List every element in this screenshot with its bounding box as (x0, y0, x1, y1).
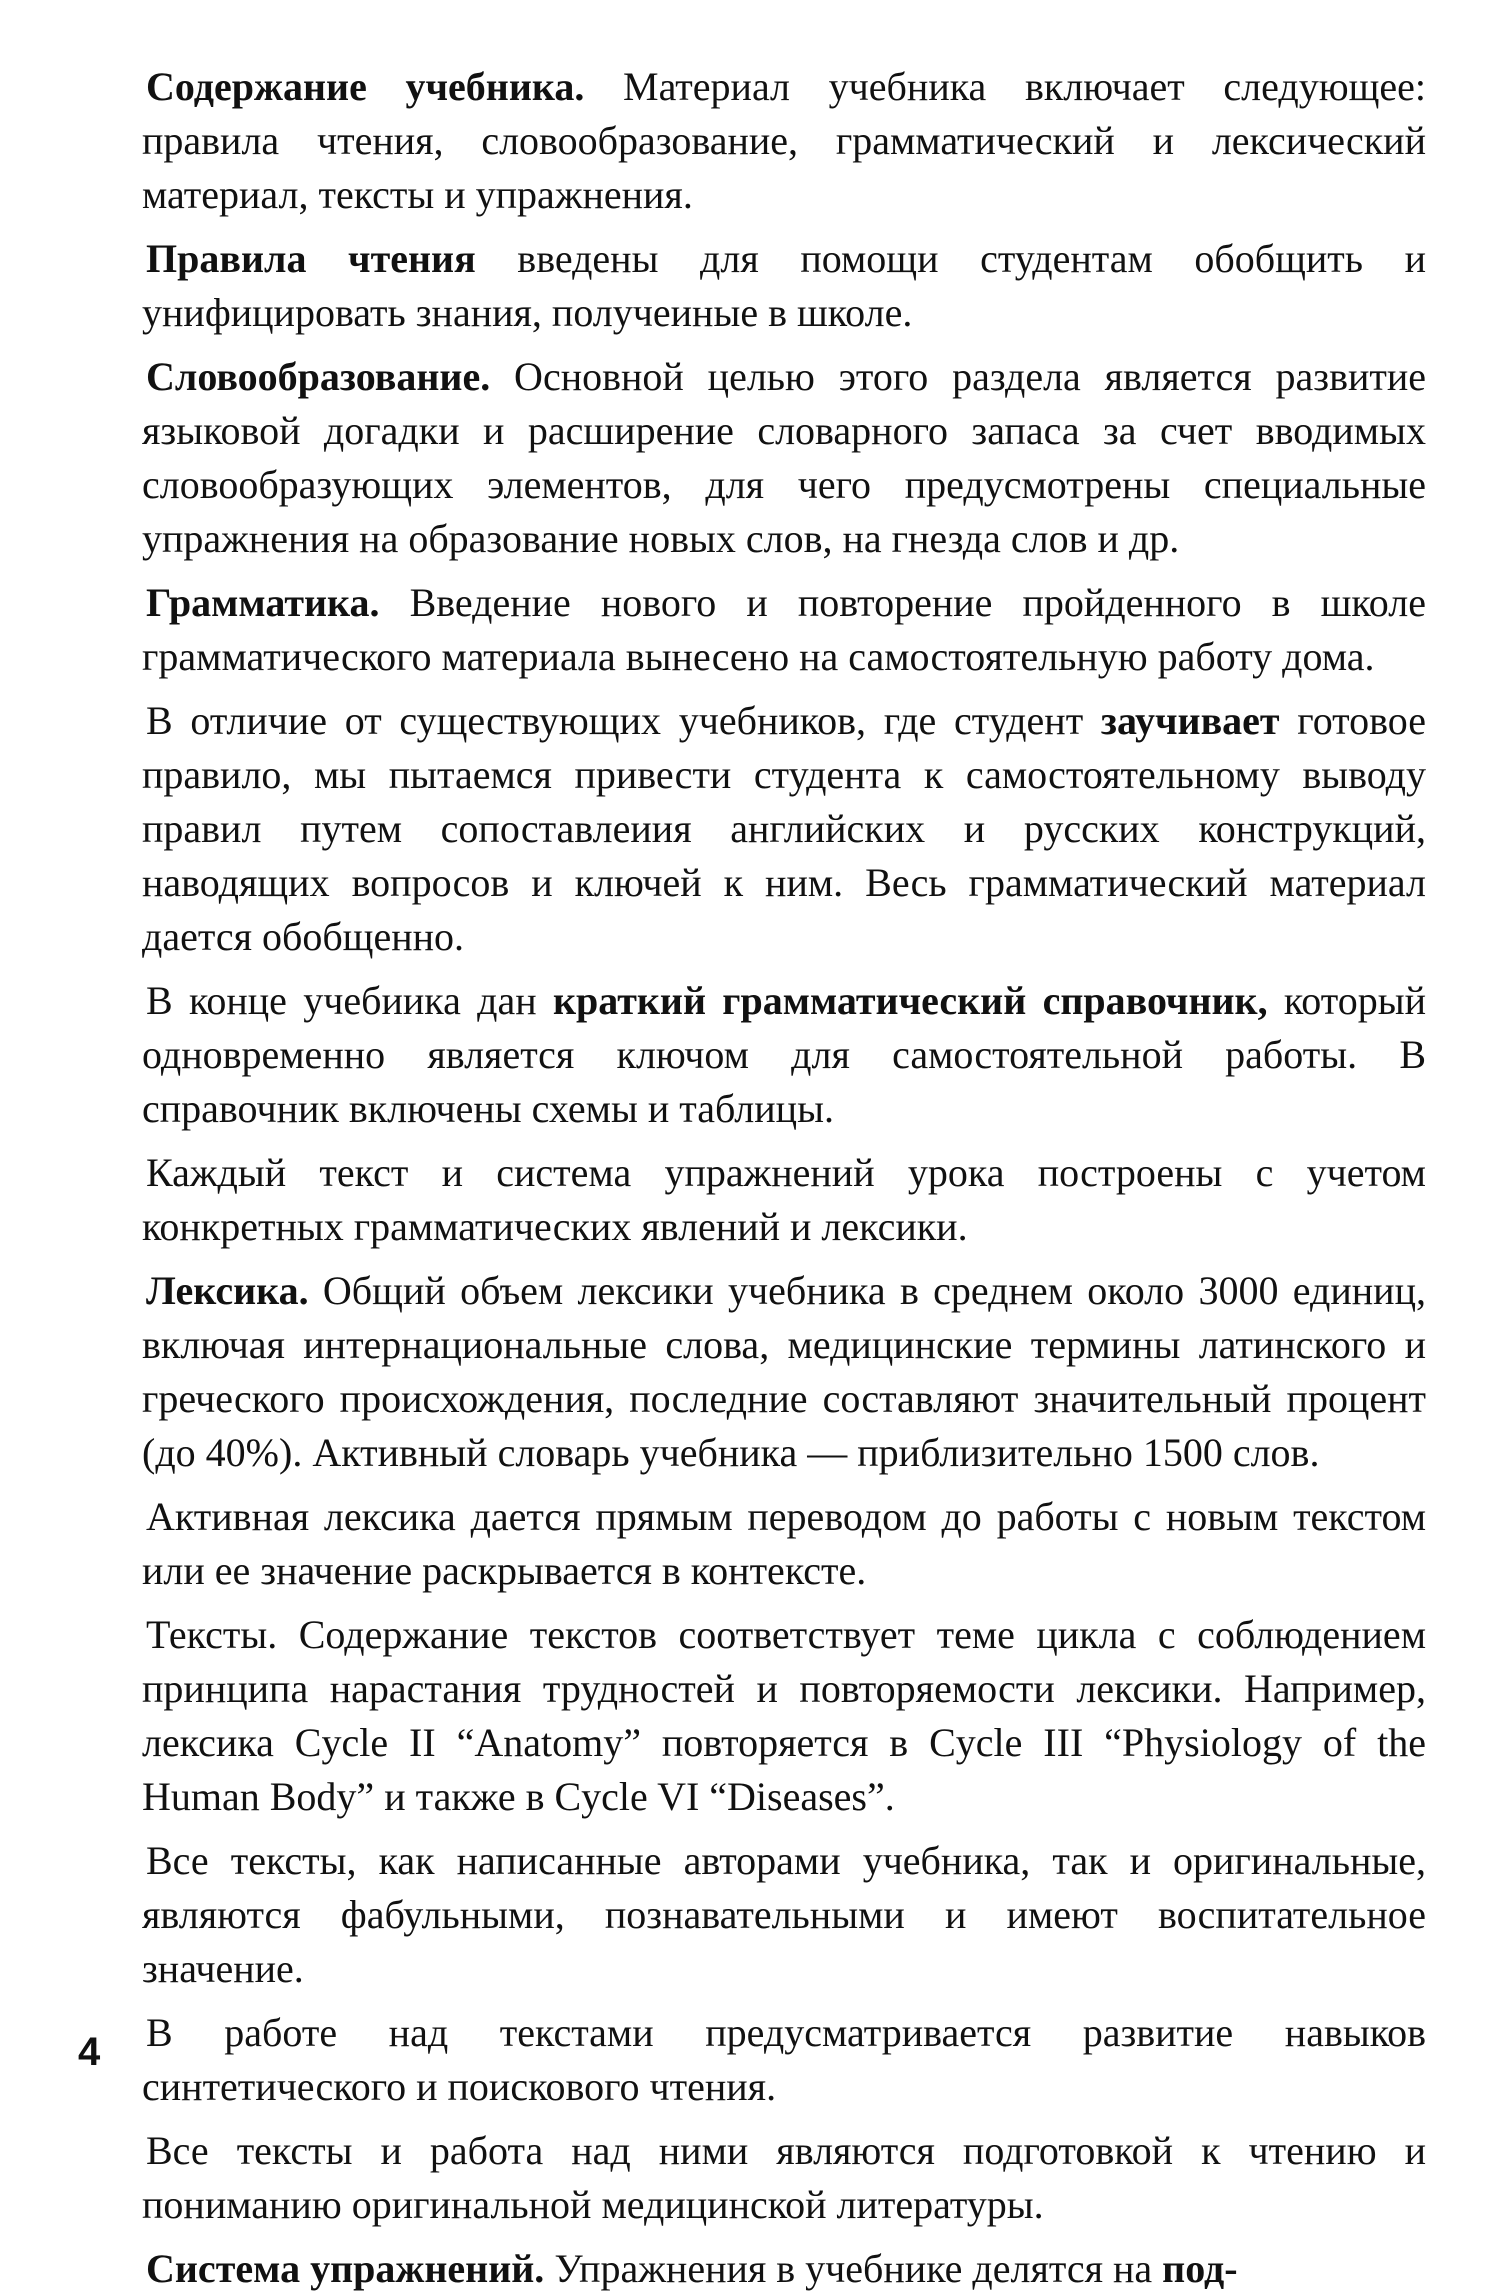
paragraph-grammar-reference (142, 974, 1426, 1136)
paragraph-word-formation (142, 350, 1426, 566)
paragraph-exercises (142, 2242, 1426, 2296)
paragraph-text: В работе над текстами предусматривается развитие навыков синтетического и поискового чтения. (142, 2010, 1426, 2109)
paragraph-preparation (142, 2124, 1426, 2232)
paragraph-text: введены для помощи студентам обобщить и унифицировать знания, получеиные в школе. (142, 236, 1426, 335)
paragraph-text: Введение нового и повторение пройденного в школе грамматического материала вынесено на самостоятельную работу дома. (142, 580, 1426, 679)
paragraph-all-texts (142, 1834, 1426, 1996)
paragraph-text: Основной целью этого раздела является развитие языковой догадки и расширение словарного запаса за счет вводимых словообразующих элементов, для чего предусмотрены специальные упражнения на образование новых слов, на гнезда слов и др. (142, 354, 1426, 561)
paragraph-text: Общий объем лексики учебника в среднем около 3000 единиц, включая интернациональные слова, медицинские термины латинского и греческого происхождения, последние составляют значительный процент (до 40%). Активный словарь учебника — приблизительно 1500 слов. (142, 1268, 1426, 1475)
paragraph-active-vocabulary (142, 1490, 1426, 1598)
heading-vocabulary: Лексика. (146, 1268, 309, 1313)
heading-exercises: Система упражнений. (146, 2246, 545, 2291)
paragraph-text: Активная лексика дается прямым переводом до работы с новым текстом или ее значение раскрывается в контексте. (142, 1494, 1426, 1593)
paragraph-text: В отличие от существующих учебников, где студент (146, 698, 1101, 743)
emphasis-text: заучивает (1100, 698, 1280, 743)
paragraph-vocabulary (142, 1264, 1426, 1480)
paragraph-reading-skills (142, 2006, 1426, 2114)
paragraph-text: Упражнения в учебнике делятся на (544, 2246, 1163, 2291)
paragraph-texts (142, 1608, 1426, 1824)
paragraph-text: Материал учебника включает следующее: правила чтения, словообразование, грамматический и лексический материал, тексты и упражнения. (142, 64, 1426, 217)
paragraph-reading-rules (142, 232, 1426, 340)
heading-reading-rules: Правила чтения (146, 236, 476, 281)
paragraph-text-end: готовое правило, мы пытаемся привести студента к самостоятельному выводу правил путем сопоставлеиия английских и русских конструкций, наводящих вопросов и ключей к ним. Весь грамматический материал дается обобщенно. (142, 698, 1426, 959)
heading-grammar: Грамматика. (146, 580, 380, 625)
paragraph-text: В конце учебиика дан (146, 978, 553, 1023)
paragraph-text: Все тексты и работа над ними являются подготовкой к чтению и пониманию оригинальной медицинской литературы. (142, 2128, 1426, 2227)
heading-contents: Содержание учебника. (146, 64, 585, 109)
emphasis-text: краткий грамматический справочник, (552, 978, 1268, 1023)
paragraph-contents (142, 60, 1426, 222)
paragraph-grammar-method (142, 694, 1426, 964)
paragraph-lesson-structure (142, 1146, 1426, 1254)
paragraph-text: Тексты. Содержание текстов соответствует теме цикла с соблюдением принципа нарастания трудностей и повторяемости лексики. Например, лексика Cycle II “Anatomy” повторяется в Cycle III “Physiology of the Human Body” и также в Cycle VI “Diseases”. (142, 1612, 1426, 1819)
emphasis-text: под- (1162, 2246, 1238, 2291)
paragraph-grammar (142, 576, 1426, 684)
paragraph-text: Все тексты, как написанные авторами учебника, так и оригинальные, являются фабульными, познавательными и имеют воспитательное значение. (142, 1838, 1426, 1991)
heading-word-formation: Словообразование. (146, 354, 491, 399)
page-number: 4 (78, 2030, 101, 2074)
paragraph-text-end: который одновременно является ключом для самостоятельной работы. В справочник включены схемы и таблицы. (142, 978, 1427, 1131)
paragraph-text: Каждый текст и система упражнений урока построены с учетом конкретных грамматических явлений и лексики. (142, 1150, 1426, 1249)
